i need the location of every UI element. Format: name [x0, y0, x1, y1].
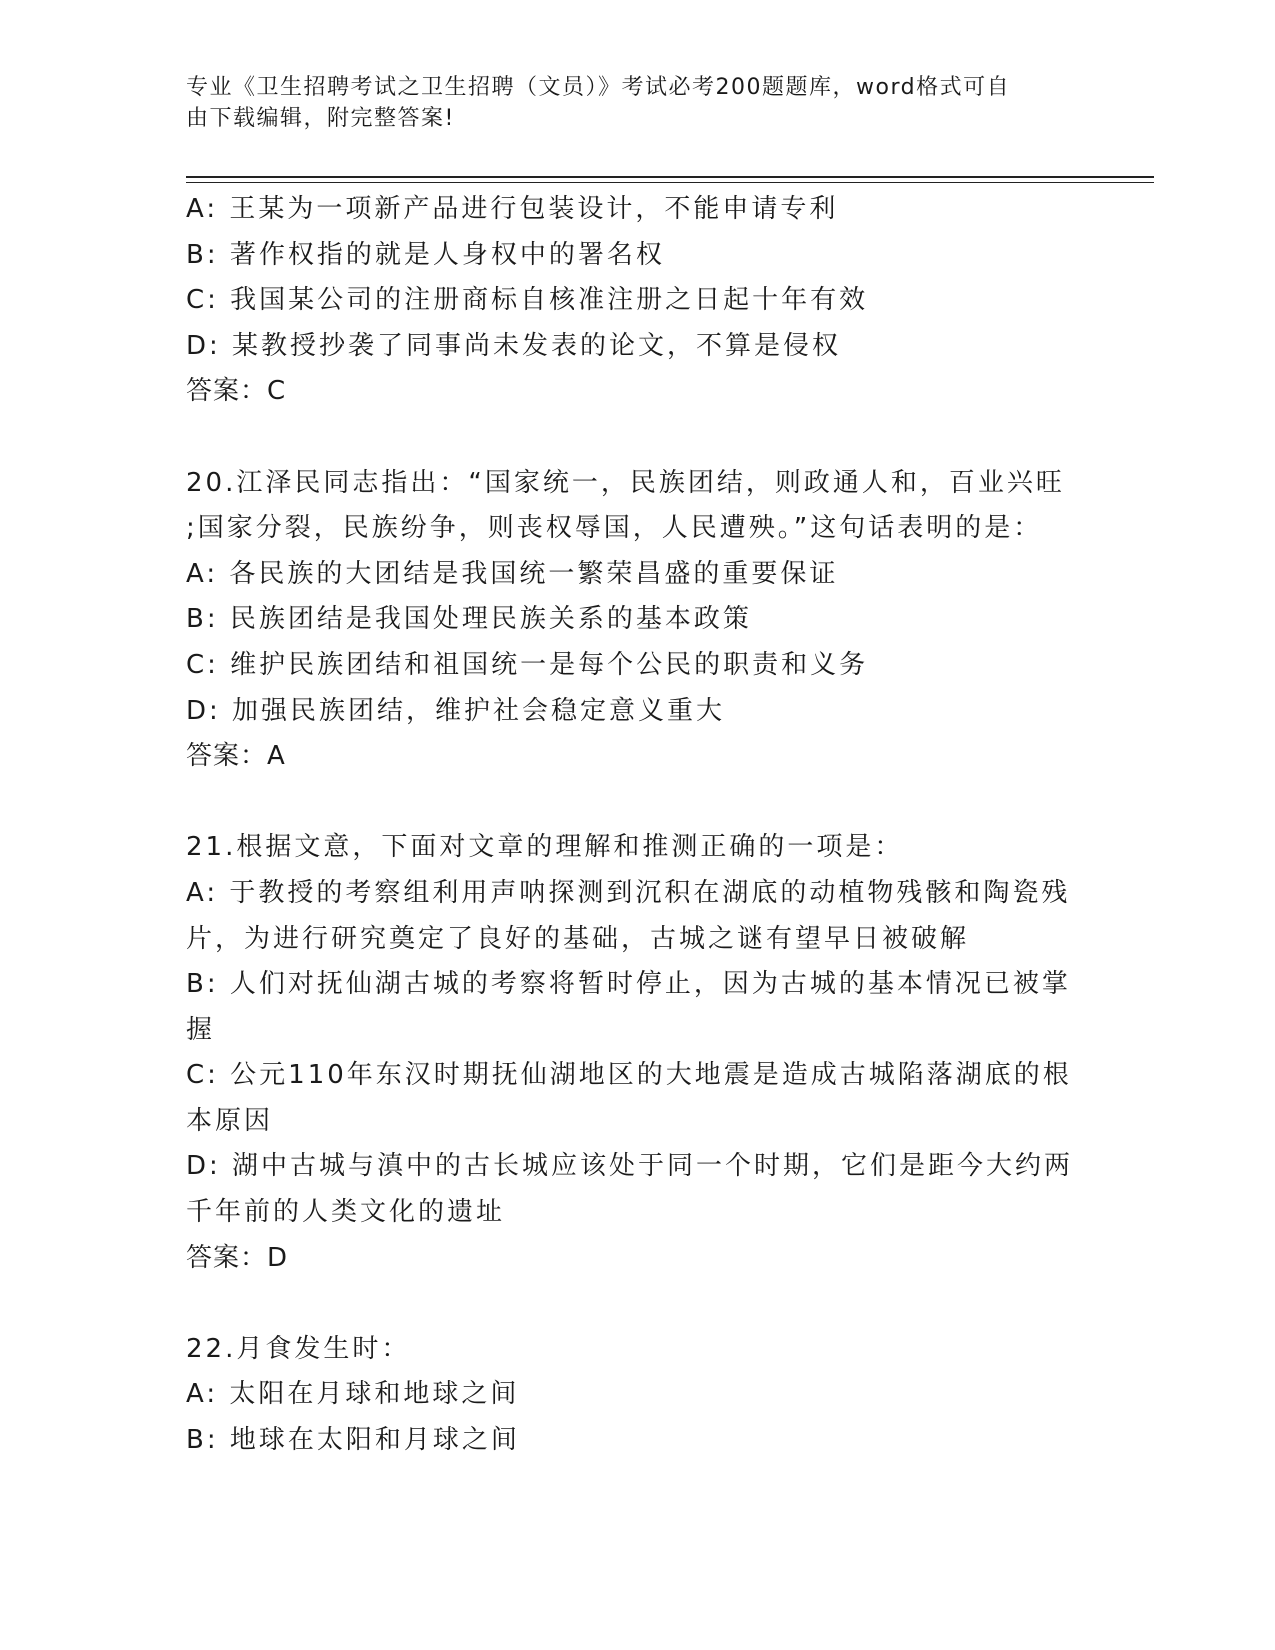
spacer — [186, 780, 1086, 826]
option-a: A: 王某为一项新产品进行包装设计，不能申请专利 — [186, 194, 839, 224]
question-20 — [186, 461, 1086, 780]
header-line: 专业《卫生招聘考试之卫生招聘（文员）》考试必考200题题库，word格式可自 — [186, 75, 1011, 100]
question-21 — [186, 825, 1086, 1281]
option-d: D: 某教授抄袭了同事尚未发表的论文，不算是侵权 — [186, 330, 842, 361]
option-c: C: 维护民族团结和祖国统一是每个公民的职责和义务 — [186, 649, 869, 680]
option-b-continued: 握 — [186, 1014, 216, 1045]
question-19 — [186, 187, 1086, 415]
header-divider-thick — [186, 176, 1154, 178]
document-header — [186, 72, 1066, 134]
option-c: C: 公元110年东汉时期抚仙湖地区的大地震是造成古城陷落湖底的根 — [186, 1060, 1072, 1091]
option-b: B: 人们对抚仙湖古城的考察将暂时停止，因为古城的基本情况已被掌 — [186, 969, 1071, 1000]
option-a: A: 各民族的大团结是我国统一繁荣昌盛的重要保证 — [186, 558, 839, 589]
spacer — [186, 415, 1086, 461]
option-a: A: 于教授的考察组利用声呐探测到沉积在湖底的动植物残骸和陶瓷残 — [186, 877, 1071, 908]
option-d: D: 湖中古城与滇中的古长城应该处于同一个时期，它们是距今大约两 — [186, 1151, 1074, 1182]
question-stem: 21.根据文意，下面对文章的理解和推测正确的一项是： — [186, 832, 904, 863]
option-b: B: 民族团结是我国处理民族关系的基本政策 — [186, 604, 752, 635]
option-b: B: 著作权指的就是人身权中的署名权 — [186, 239, 665, 270]
answer-line: 答案：D — [186, 1242, 289, 1273]
spacer — [186, 1281, 1086, 1327]
question-stem: ;国家分裂，民族纷争，则丧权辱国，人民遭殃。”这句话表明的是： — [186, 513, 1043, 544]
option-c-continued: 本原因 — [186, 1105, 274, 1136]
option-d: D: 加强民族团结，维护社会稳定意义重大 — [186, 695, 726, 726]
header-line: 由下载编辑，附完整答案! — [186, 106, 455, 131]
option-c: C: 我国某公司的注册商标自核准注册之日起十年有效 — [186, 285, 869, 316]
answer-line: 答案：C — [186, 376, 287, 407]
question-22 — [186, 1327, 1086, 1464]
option-a-continued: 片，为进行研究奠定了良好的基础，古城之谜有望早日被破解 — [186, 923, 970, 954]
option-d-continued: 千年前的人类文化的遗址 — [186, 1197, 506, 1228]
option-b: B: 地球在太阳和月球之间 — [186, 1425, 520, 1456]
question-stem: 22.月食发生时： — [186, 1333, 411, 1364]
header-divider-thin — [186, 182, 1154, 183]
option-a: A: 太阳在月球和地球之间 — [186, 1379, 520, 1410]
document-body — [186, 187, 1086, 1464]
question-stem: 20.江泽民同志指出：“国家统一，民族团结，则政通人和，百业兴旺 — [186, 467, 1065, 498]
answer-line: 答案：A — [186, 741, 286, 772]
